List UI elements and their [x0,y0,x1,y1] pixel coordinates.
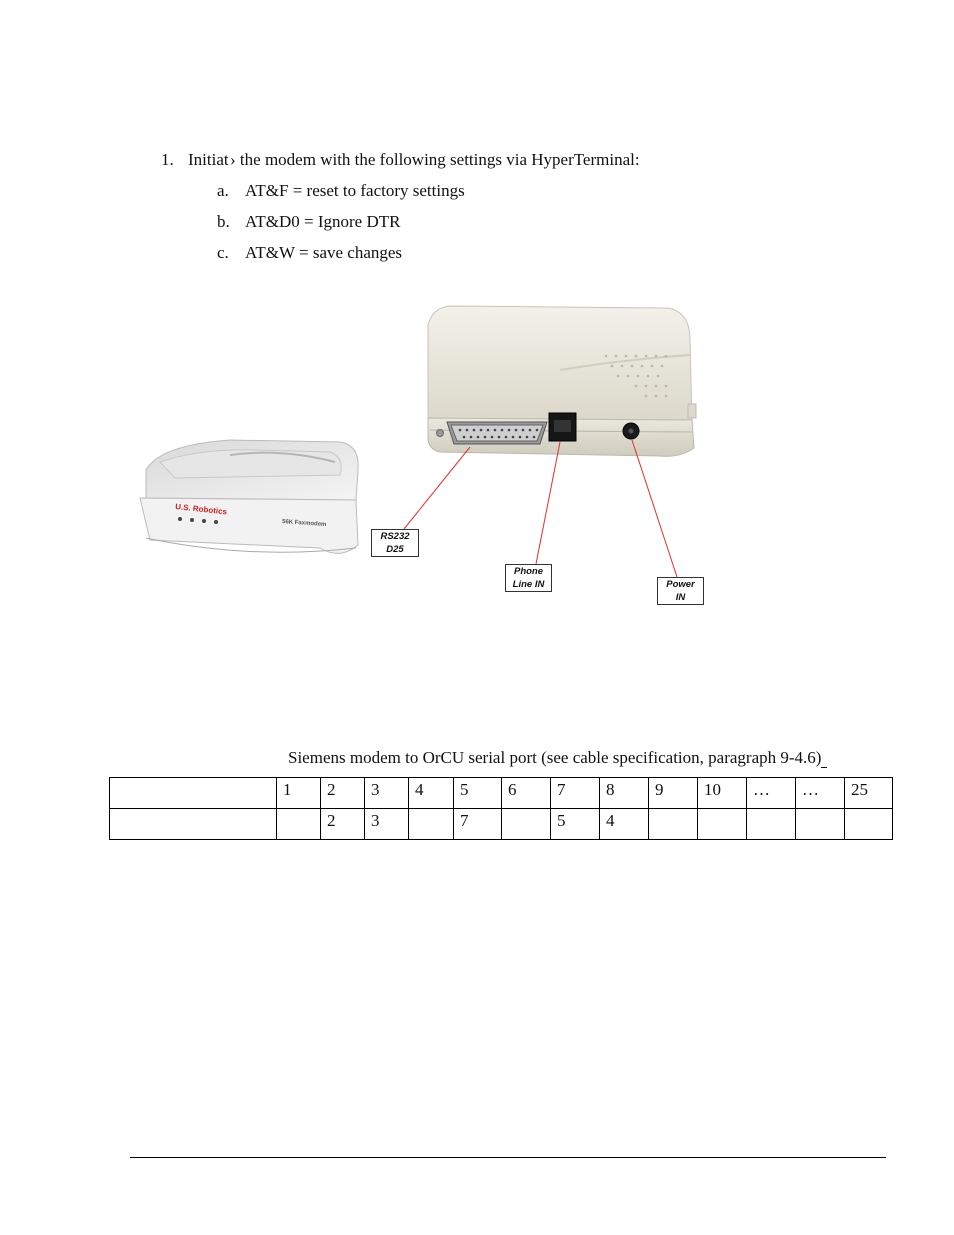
table-cell [277,809,321,840]
pin-mapping-table [109,777,893,840]
table-cell: … [747,778,796,809]
db25-connector [437,422,557,444]
substep-letter: a. [217,181,229,200]
substep-text: AT&D0 = Ignore DTR [245,212,401,231]
table-row [110,809,893,840]
caption-text: Siemens modem to OrCU serial port (see cable specification, paragraph 9-4.6) [288,748,822,767]
step-number: 1. [161,150,174,169]
small-modem-image [140,440,358,553]
table-cell: 4 [600,809,649,840]
table-cell: 7 [454,809,502,840]
table-cell [747,809,796,840]
table-cell: 7 [551,778,600,809]
power-label: Power [666,579,695,590]
table-cell [502,809,551,840]
table-cell: 9 [649,778,698,809]
phone-leader [536,442,560,564]
modem-rear-view [428,306,696,456]
line-in-label: Line IN [512,579,545,590]
table-cell: 1 [277,778,321,809]
rs232-callout [371,529,419,557]
table-cell: 8 [600,778,649,809]
table-cell: 5 [551,809,600,840]
substep-letter: b. [217,212,230,231]
footer-divider [130,1157,886,1158]
table-row [110,778,893,809]
substep-text: AT&F = reset to factory settings [245,181,465,200]
table-cell [409,809,454,840]
power-in-callout [657,577,704,605]
rs232-leader [404,447,470,529]
phone-line-callout [505,564,552,592]
table-cell: 3 [365,778,409,809]
model-label: 56K Faxmodem [281,519,327,529]
table-cell: 6 [502,778,551,809]
table-caption [288,748,827,768]
phone-label: Phone [513,566,544,577]
power-jack [623,423,639,439]
table-cell [845,809,893,840]
step-text: Initiat › the modem with the following settings via HyperTerminal: [188,150,640,169]
table-cell: 10 [698,778,747,809]
phone-jack [549,413,576,441]
substep-text: AT&W = save changes [245,243,403,262]
table-cell: … [796,778,845,809]
table-cell: 2 [321,778,365,809]
in-label: IN [675,592,686,603]
table-cell: 2 [321,809,365,840]
table-cell: 4 [409,778,454,809]
substep-letter: c. [217,243,229,262]
table-cell: 3 [365,809,409,840]
callout-leaders [404,440,677,577]
table-cell [110,809,277,840]
brand-label: U.S. Robotics [174,502,228,517]
rs232-label: RS232 [380,531,410,542]
power-leader [632,440,677,577]
caption-underline [821,751,827,768]
d25-label: D25 [386,544,404,555]
table-cell [796,809,845,840]
table-cell [698,809,747,840]
table-cell: 25 [845,778,893,809]
table-cell [649,809,698,840]
table-cell: 5 [454,778,502,809]
table-cell [110,778,277,809]
